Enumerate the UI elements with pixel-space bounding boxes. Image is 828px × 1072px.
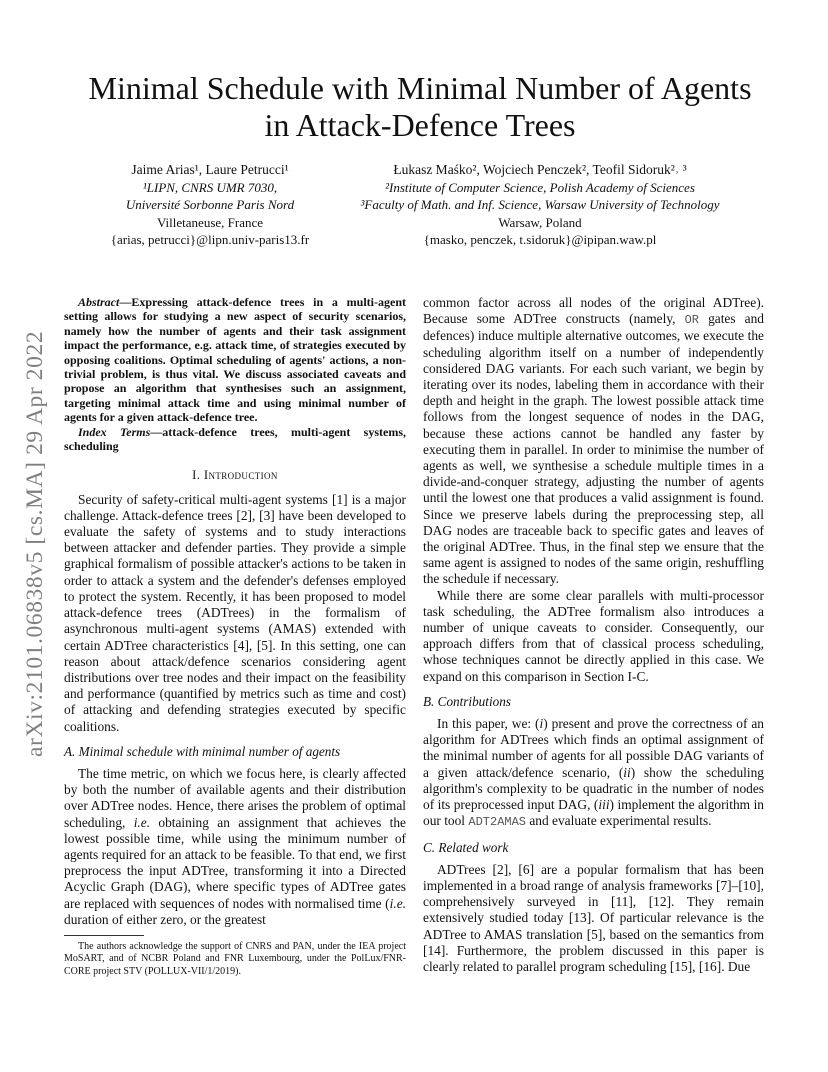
title-line-2: in Attack-Defence Trees [264, 107, 576, 143]
author-block-pas [330, 161, 750, 249]
contrib-numeral-i: i [539, 716, 544, 732]
affiliation-wut: ³Faculty of Math. and Inf. Science, Warsaw University of Technology [360, 197, 720, 212]
index-terms-text: —attack-defence trees, multi-agent systems, scheduling [64, 424, 406, 454]
author-email-left: {arias, petrucci}@lipn.univ-paris13.fr [110, 232, 310, 247]
right-text-1: common factor across all nodes of the original ADTree). Because some ADTree constructs (namely, [423, 295, 764, 327]
title-line-1: Minimal Schedule with Minimal Number of Agents [88, 70, 752, 106]
footnote-rule [64, 935, 144, 936]
author-names-right: Łukasz Maśko², Wojciech Penczek², Teofil Sidoruk²˒ ³ [393, 162, 687, 177]
subsection-heading-b: B. Contributions [423, 693, 511, 709]
affiliation-pas: ²Institute of Computer Science, Polish Academy of Sciences [385, 179, 695, 195]
right-text-2: gates and defences) induce multiple alternative outcomes, we execute the scheduling algorithm itself on a number of independently considered DAG variants. For each such variant, we begin by iterating over its nodes, labeling them in accordance with their depth and height in the graph. The lowest possible attack time follows from the longest sequence of nodes in the DAG, because these actions cannot be handled any faster by executing them in parallel. In order to minimise the number of agents as well, we synthesise a schedule multiple times in a divide-and-conquer strategy, adjusting the number of agents until the lowest one that produces a valid assignment is found. Since we preserve labels during the preprocessing step, all DAG nodes are traceable back to specific gates and leaves of the original ADTree. Thus, in the final step we ensure that the same agent is assigned to nodes of the same origin, reshuffling the schedule if necessary. [423, 311, 764, 587]
section-heading-introduction [64, 467, 406, 483]
right-column [423, 295, 764, 975]
section-number: I. [192, 468, 204, 483]
section-a-ie-2: i.e. [389, 895, 406, 911]
contrib-text-1: In this paper, we: ( [437, 716, 540, 732]
section-title: Introduction [203, 468, 278, 483]
abstract [64, 295, 406, 425]
multiprocessor-paragraph: While there are some clear parallels with multi-processor task scheduling, the ADTree formalism also introduces a number of unique caveats to consider. Consequently, our approach differs from that of classical process scheduling, whose techniques cannot be directly applied in this case. We expand on this comparison in Section I-C. [423, 587, 764, 684]
abstract-lead: Abstract [78, 295, 120, 309]
paper-title [40, 70, 800, 144]
contrib-text-3: ) show the scheduling algorithm's complexity to be quadratic in the number of nodes of its preprocessed input DAG, ( [423, 764, 765, 813]
index-terms-lead: Index Terms [78, 424, 151, 439]
author-email-right: {masko, penczek, t.sidoruk}@ipipan.waw.pl [423, 232, 657, 247]
section-a-ie-1: i.e. [133, 814, 151, 830]
affiliation-sorbonne: Université Sorbonne Paris Nord [125, 197, 295, 212]
contrib-text-2: ) present and prove the correctness of an algorithm for ADTrees which finds an optimal assignment of the minimal number of agents for all possible DAG variants of a given attack/defence scenario, ( [423, 716, 764, 780]
subsection-heading-a: A. Minimal schedule with minimal number of agents [64, 743, 341, 759]
contributions-paragraph [423, 716, 764, 830]
author-block-lipn [85, 161, 335, 249]
intro-paragraph: Security of safety-critical multi-agent systems [1] is a major challenge. Attack-defence trees [2], [3] have been developed to evaluate the safety of systems and to study interactions between attacker and defender parties. They provide a simple graphical formalism of possible attacker's actions to be taken in order to attack a system and the defender's defenses employed to protect the system. Recently, it has been proposed to model attack-defence trees (ADTrees) in the formalism of asynchronous multi-agent systems (AMAS) extended with certain ADTree characteristics [4], [5]. In this setting, one can reason about attack/defence scenarios considering agent distributions over tree nodes and their impact on the feasibility and performance (quantified by metrics such as time and cost) of attacking and defending strategies executed by specific coalitions. [64, 491, 406, 734]
related-work-paragraph: ADTrees [2], [6] are a popular formalism that has been implemented in a broad range of analysis frameworks [7]–[10], comprehensively surveyed in [11], [12]. They remain extensively studied today [13]. Of particular relevance is the ADTree to AMAS translation [5], based on the semantics from [14]. Furthermore, the problem discussed in this paper is clearly related to parallel program scheduling [15], [16]. Due [423, 861, 764, 974]
section-a-paragraph [64, 766, 406, 928]
subsection-heading-c: C. Related work [423, 839, 509, 855]
contrib-text-4: ) implement the algorithm in our tool [423, 797, 764, 829]
section-a-text-2: obtaining an assignment that achieves the lowest possible time, while using the minimum number of agents required for an attack to be feasible. To that end, we first preprocess the input ADTree, transforming it into a Directed Acyclic Graph (DAG), where specific types of ADTree gates are replaced with sequences of nodes with normalised time ( [64, 814, 406, 911]
footnote-text: The authors acknowledge the support of CNRS and PAN, under the IEA project MoSART, and of NCBR Poland and FNR Luxembourg, under the PolLux/FNR-CORE project STV (POLLUX-VII/1/2019). [64, 941, 406, 977]
author-city-left: Villetaneuse, France [156, 214, 264, 230]
arxiv-identifier-stamp: arXiv:2101.06838v5 [cs.MA] 29 Apr 2022 [22, 330, 48, 757]
or-gate-keyword: OR [684, 313, 699, 328]
contrib-numeral-ii: ii [623, 764, 631, 780]
left-column [64, 295, 406, 928]
index-terms [64, 425, 406, 454]
section-a-text-1: The time metric, on which we focus here, is clearly affected by both the number of available agents and their distribution over ADTree nodes. Hence, there arises the problem of optimal scheduling, [64, 765, 406, 830]
contrib-numeral-iii: iii [598, 797, 610, 813]
author-names-left: Jaime Arias¹, Laure Petrucci¹ [131, 162, 289, 177]
author-city-right: Warsaw, Poland [498, 214, 582, 230]
tool-name: ADT2AMAS [468, 815, 526, 830]
section-a-continuation [423, 295, 764, 588]
section-a-text-3: duration of either zero, or the greatest [64, 911, 266, 927]
contrib-text-5: and evaluate experimental results. [526, 813, 712, 829]
footnote-acknowledgement [64, 935, 406, 978]
abstract-text: —Expressing attack-defence trees in a multi-agent setting allows for studying a new aspect of security scenarios, namely how the number of agents and their task assignment impact the performance, e.g. attack time, of strategies executed by opposing coalitions. Optimal scheduling of agents' actions, a non-trivial problem, is thus vital. We discuss associated caveats and propose an algorithm that synthesises such an assignment, targeting minimal attack time and using minimal number of agents for a given attack-defence tree. [64, 295, 406, 425]
affiliation-lipn: ¹LIPN, CNRS UMR 7030, [142, 179, 278, 195]
